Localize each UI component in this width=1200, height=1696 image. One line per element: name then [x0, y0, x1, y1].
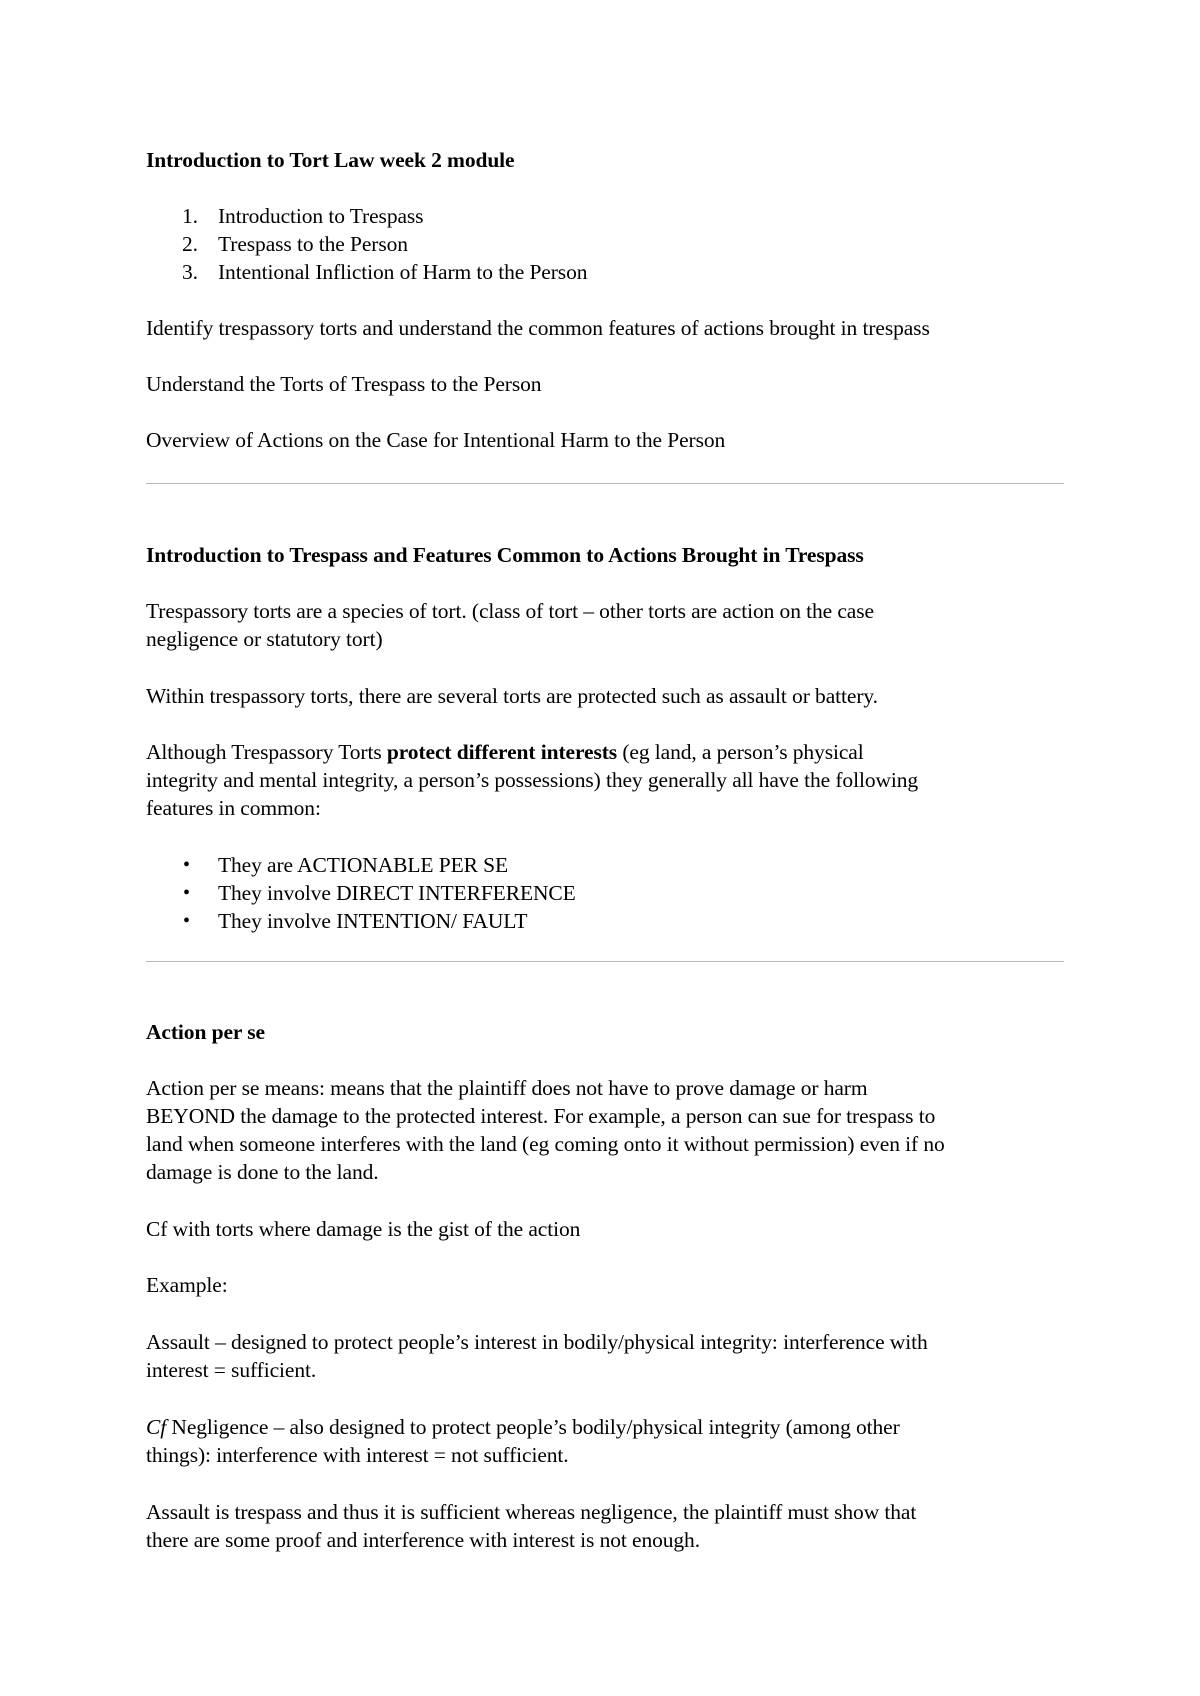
paragraph	[146, 738, 1064, 822]
list-number: 3.	[182, 260, 198, 284]
objective-paragraph: Identify trespassory torts and understand the common features of actions brought in trespass	[146, 316, 930, 340]
paragraph-line: interest = sufficient.	[146, 1358, 317, 1382]
paragraph-line	[146, 738, 1064, 766]
text-run: Although Trespassory Torts	[146, 740, 387, 764]
topics-list	[146, 202, 1064, 286]
text-run: Negligence – also designed to protect people’s bodily/physical integrity (among other	[166, 1415, 900, 1439]
paragraph-line	[146, 1413, 1064, 1441]
paragraph-line: Action per se means: means that the plaintiff does not have to prove damage or harm	[146, 1076, 868, 1100]
section-heading: Action per se	[146, 1020, 265, 1044]
horizontal-divider	[146, 483, 1064, 484]
paragraph-line: Assault – designed to protect people’s interest in bodily/physical integrity: interference with	[146, 1330, 928, 1354]
section-heading: Introduction to Trespass and Features Common to Actions Brought in Trespass	[146, 543, 864, 567]
paragraph-line: land when someone interferes with the land (eg coming onto it without permission) even if no	[146, 1132, 945, 1156]
paragraph: Cf with torts where damage is the gist of the action	[146, 1217, 581, 1241]
list-item-text: They involve DIRECT INTERFERENCE	[218, 881, 576, 905]
list-number: 1.	[182, 204, 198, 228]
bullet-icon: •	[183, 882, 190, 904]
paragraph-line: BEYOND the damage to the protected interest. For example, a person can sue for trespass to	[146, 1104, 936, 1128]
paragraph: Within trespassory torts, there are several torts are protected such as assault or battery.	[146, 684, 878, 708]
features-list	[146, 851, 1064, 935]
list-item-text: They involve INTENTION/ FAULT	[218, 909, 528, 933]
paragraph	[146, 1074, 1064, 1186]
list-item-text: Trespass to the Person	[218, 232, 408, 256]
paragraph-line: negligence or statutory tort)	[146, 627, 383, 651]
list-number: 2.	[182, 232, 198, 256]
paragraph	[146, 597, 1064, 653]
objective-paragraph: Understand the Torts of Trespass to the Person	[146, 372, 542, 396]
italic-text: Cf	[146, 1415, 167, 1439]
list-item	[146, 879, 1064, 907]
bullet-icon: •	[183, 854, 190, 876]
list-item	[146, 851, 1064, 879]
paragraph	[146, 1498, 1064, 1554]
paragraph-line: there are some proof and interference with interest is not enough.	[146, 1528, 700, 1552]
paragraph-line: things): interference with interest = not sufficient.	[146, 1443, 569, 1467]
paragraph: Example:	[146, 1273, 228, 1297]
list-item-text: They are ACTIONABLE PER SE	[218, 853, 509, 877]
paragraph-line: Assault is trespass and thus it is sufficient whereas negligence, the plaintiff must show that	[146, 1500, 917, 1524]
objective-paragraph: Overview of Actions on the Case for Intentional Harm to the Person	[146, 428, 726, 452]
paragraph-line: integrity and mental integrity, a person’s possessions) they generally all have the following	[146, 768, 919, 792]
list-item	[146, 230, 1064, 258]
paragraph-line: Trespassory torts are a species of tort. (class of tort – other torts are action on the case	[146, 599, 874, 623]
document-title: Introduction to Tort Law week 2 module	[146, 148, 515, 172]
bold-text: protect different interests	[386, 740, 618, 764]
paragraph-line: damage is done to the land.	[146, 1160, 379, 1184]
paragraph	[146, 1328, 1064, 1384]
paragraph	[146, 1413, 1064, 1469]
list-item	[146, 258, 1064, 286]
text-run: (eg land, a person’s physical	[617, 740, 864, 764]
list-item-text: Intentional Infliction of Harm to the Person	[218, 260, 588, 284]
horizontal-divider	[146, 961, 1064, 962]
list-item-text: Introduction to Trespass	[218, 204, 424, 228]
list-item	[146, 907, 1064, 935]
bullet-icon: •	[183, 910, 190, 932]
list-item	[146, 202, 1064, 230]
paragraph-line: features in common:	[146, 796, 321, 820]
